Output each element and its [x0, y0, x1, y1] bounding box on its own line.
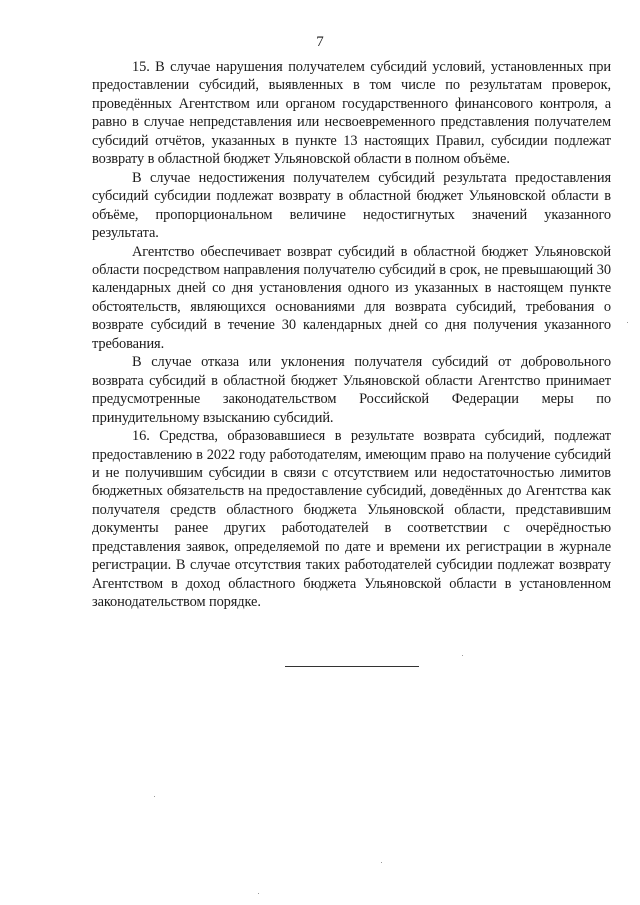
paragraph-agency-return: Агентство обеспечивает возврат субсидий в областной бюджет Ульяновской области посредством направления получателю субсидий в срок, не превышающий 30 календарных дней со дня установления одного из указанных в настоящем пункте обстоятельств, являющихся основаниями для возврата субсидий, требования о возврате субсидий в течение 30 календарных дней со дня получения указанного требования. — [92, 243, 611, 352]
scan-speck — [627, 322, 628, 323]
paragraph-underachievement: В случае недостижения получателем субсидий результата предоставления субсидий субсидии подлежат возврату в областной бюджет Ульяновской области в объёме, пропорциональном величине недостигнутых значений указанного результата. — [92, 169, 611, 242]
page-number: 7 — [316, 34, 324, 50]
scan-speck — [154, 796, 155, 797]
scan-speck — [381, 862, 382, 863]
scan-speck — [258, 893, 259, 894]
document-body — [92, 58, 611, 612]
paragraph-refusal: В случае отказа или уклонения получателя субсидий от добровольного возврата субсидий в областной бюджет Ульяновской области Агентство принимает предусмотренные законодательством Российской Федерации меры по принудительному взысканию субсидий. — [92, 354, 611, 426]
paragraph-16: 16. Средства, образовавшиеся в результате возврата субсидий, подлежат предоставлению в 2022 году работодателям, имеющим право на получение субсидий и не получившим субсидии в связи с отсутствием или недостаточностью лимитов бюджетных обязательств на предоставление субсидий, доведённых до Агентства как получателя средств областного бюджета Ульяновской области, представившим документы ранее других работодателей в соответствии с очерёдностью представления заявок, определяемой по дате и времени их регистрации в журнале регистрации. В случае отсутствия таких работодателей субсидии подлежат возврату Агентством в доход областного бюджета Ульяновской области в установленном законодательством порядке. — [92, 428, 611, 611]
paragraph-15: 15. В случае нарушения получателем субсидий условий, установленных при предоставлении субсидий, выявленных в том числе по результатам проверок, проведённых Агентством или органом государственного финансового контроля, а равно в случае непредставления или несвоевременного представления получателем субсидий отчётов, указанных в пункте 13 настоящих Правил, субсидии подлежат возврату в областной бюджет Ульяновской области в полном объёме. — [92, 59, 611, 168]
scan-speck — [462, 655, 463, 656]
end-of-text-rule — [285, 666, 419, 667]
